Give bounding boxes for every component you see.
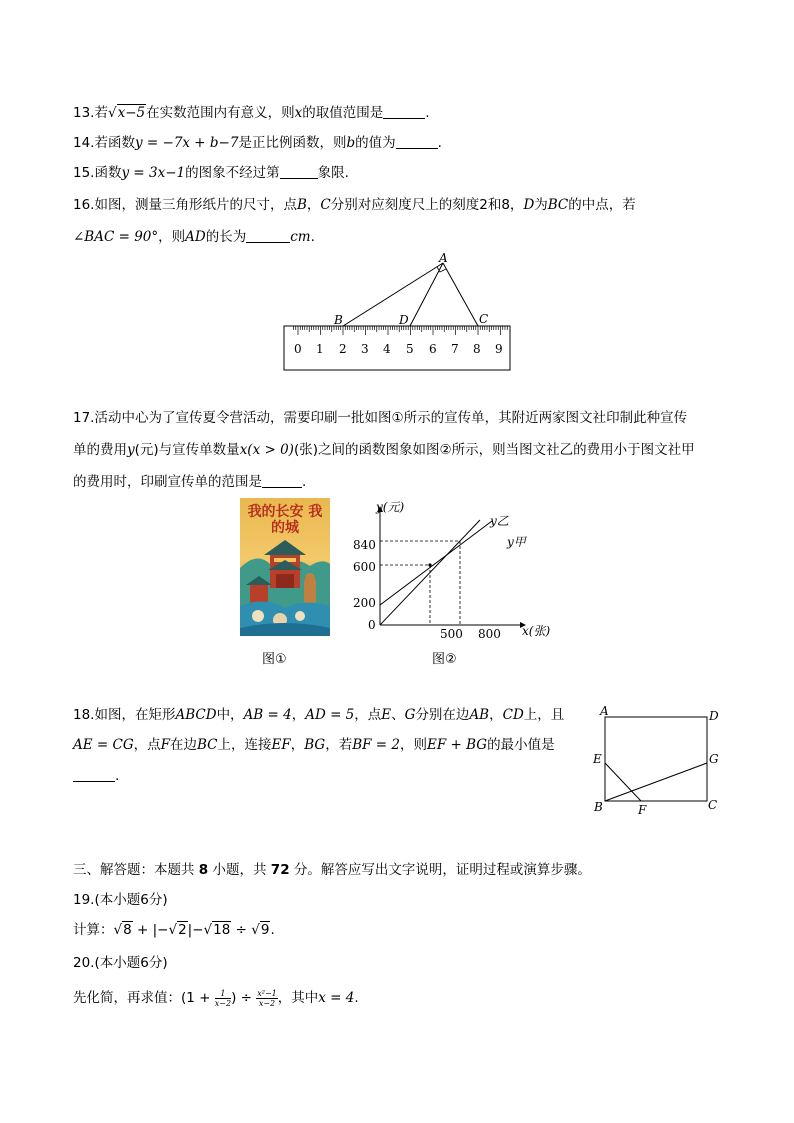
side-ab [343,263,443,326]
series-label-y-jia: y甲 [507,535,526,549]
question-17-line1: 17.活动中心为了宣传夏令营活动，需要印刷一批如图①所示的宣传单，其附近两家图文社印制此种宣传 [73,410,688,426]
rectangle-abcd [605,717,707,801]
tick-label-8: 8 [473,342,481,356]
answer-blank [396,134,438,149]
question-20-heading: 20.(本小题6分) [73,955,168,971]
sqrt-symbol: √ [107,105,117,121]
question-14: 14.若函数y = −7x + b−7是正比例函数，则b的值为 . [73,135,442,151]
question-17-line3: 的费用时，印刷宣传单的范围是 . [73,474,307,490]
answer-blank [280,164,318,179]
figure-2-caption: 图② [432,652,457,667]
tick-label-2: 2 [339,342,347,356]
tick-label-0: 0 [294,342,302,356]
label-d: D [399,313,409,327]
question-16-line2: ∠BAC = 90°，则AD的长为 cm. [73,229,315,245]
fraction-1: $\frac{1}{x-2}$ [214,988,232,1008]
question-15: 15.函数y = 3x−1的图象不经过第 象限. [73,165,349,181]
label-e: E [593,752,602,766]
label-f: F [638,803,647,817]
label-d: D [709,709,719,723]
answer-blank [262,473,302,488]
y-axis-label: y(元) [376,500,405,514]
question-18-line2: AE = CG，点F在边BC上，连接EF，BG，若BF = 2，则EF + BG的最小值是 [73,737,555,753]
question-19-expression: 计算：√8 + |−√2|−√18 ÷ √9. [73,922,275,938]
series-lines [380,520,492,625]
label-a: A [600,704,609,718]
tick-label-1: 1 [316,342,324,356]
rectangle-figure [588,700,728,822]
y-tick-840: 840 [353,538,376,552]
tick-label-6: 6 [429,342,437,356]
question-13: 13.若√x−5在实数范围内有意义，则x的取值范围是 . [73,105,430,121]
x-tick-500: 500 [440,627,463,641]
question-18-line3: . [73,766,119,786]
figure-1-caption: 图① [262,652,287,667]
answer-blank [246,228,290,243]
ruler-ticks [294,326,508,335]
label-b: B [334,313,343,327]
side-ac [443,263,478,326]
tick-label-5: 5 [406,342,414,356]
tick-label-4: 4 [383,342,391,356]
series-label-y-yi: y乙 [490,514,509,528]
label-c: C [479,312,489,326]
segment-ad [410,263,443,326]
label-b: B [594,800,603,814]
question-17-line2: 单的费用y(元)与宣传单数量x(x > 0)(张)之间的函数图象如图②所示，则当图文社乙的费用小于图文社甲 [73,442,695,458]
y-tick-200: 200 [353,596,376,610]
question-18-line1: 18.如图，在矩形ABCD中，AB = 4，AD = 5，点E、G分别在边AB，CD上，且 [73,707,565,723]
x-tick-800: 800 [478,627,501,641]
y-tick-600: 600 [353,560,376,574]
segment-ef [605,763,641,801]
poster-title: 我的长安 我的城 [247,504,323,536]
series-line-yi [380,520,480,625]
poster-image [240,498,330,636]
series-line-jia [380,521,492,605]
y-tick-0: 0 [368,618,376,632]
section-3-heading: 三、解答题：本题共 8 小题，共 72 分。解答应写出文字说明，证明过程或演算步骤。 [73,862,591,878]
label-c: C [708,798,718,812]
fraction-2: $\frac{\text{x²−1}}{x-2}$ [257,988,277,1008]
cost-line-chart [350,495,560,645]
x-axis-label: x(张) [522,624,551,638]
question-19-heading: 19.(本小题6分) [73,892,168,908]
tick-label-9: 9 [495,342,503,356]
question-16-line1: 16.如图，测量三角形纸片的尺寸，点B，C分别对应刻度尺上的刻度2和8，D为BC的中点，若 [73,197,636,213]
segment-bg [605,763,707,801]
label-g: G [709,752,719,766]
question-20-expression: 先化简，再求值：(1 + $\frac{1}{x-2}$ ) ÷ $\frac{\text{x²−1}}{x-2}$ ，其中x = 4. [73,988,359,1008]
answer-blank [383,104,425,119]
ruler-triangle-figure [280,250,515,375]
answer-blank [73,767,115,782]
tick-label-3: 3 [361,342,369,356]
label-a: A [439,251,448,265]
tick-label-7: 7 [451,342,459,356]
